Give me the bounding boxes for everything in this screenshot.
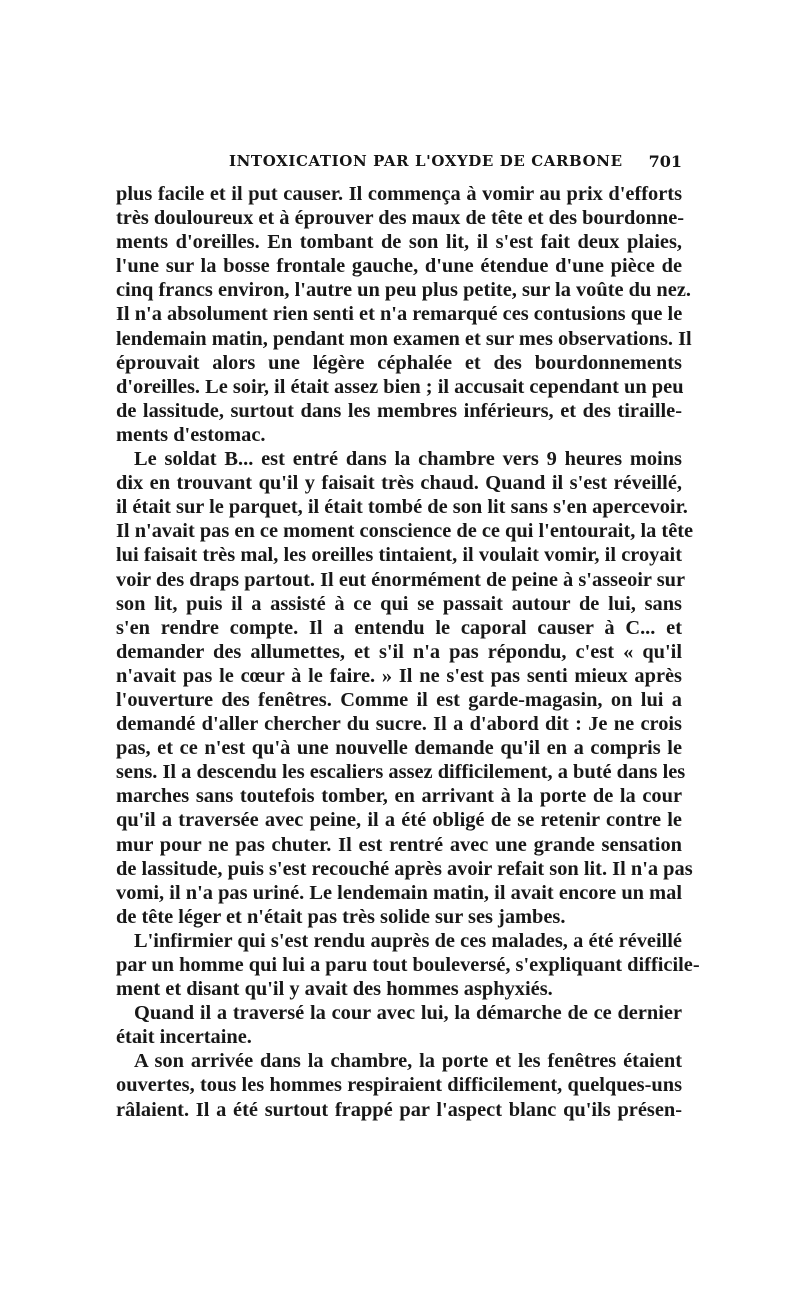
text-line: était incertaine. — [116, 1026, 252, 1049]
text-line: ment et disant qu'il y avait des hommes asphyxiés. — [116, 978, 553, 1001]
paragraph — [116, 447, 694, 929]
page-number: 701 — [648, 152, 682, 171]
text-line: Il n'avait pas en ce moment conscience de ce qui l'entourait, la tête — [116, 520, 694, 543]
text-line: lendemain matin, pendant mon examen et sur mes observations. Il — [116, 327, 692, 350]
text-line: s'en rendre compte. Il a entendu le caporal causer à C... et — [116, 616, 682, 639]
text-line: marches sans toutefois tomber, en arrivant à la porte de la cour — [116, 785, 682, 808]
text-line: par un homme qui lui a paru tout bouleversé, s'expliquant difficile- — [116, 954, 700, 976]
text-line: dix en trouvant qu'il y faisait très chaud. Quand il s'est réveillé, — [116, 472, 682, 495]
text-line: d'oreilles. Le soir, il était assez bien ; il accusait cependant un peu — [116, 375, 684, 398]
text-line: ments d'oreilles. En tombant de son lit, il s'est fait deux plaies, — [116, 231, 682, 254]
text-line: ouvertes, tous les hommes respiraient difficilement, quelques-uns — [116, 1074, 682, 1097]
text-line: demandé d'aller chercher du sucre. Il a d'abord dit : Je ne crois — [116, 713, 682, 736]
text-line: demander des allumettes, et s'il n'a pas répondu, c'est « qu'il — [116, 640, 682, 663]
text-line: qu'il a traversée avec peine, il a été obligé de se retenir contre le — [116, 809, 682, 832]
text-line: ments d'estomac. — [116, 423, 266, 446]
text-line: il était sur le parquet, il était tombé de son lit sans s'en apercevoir. — [116, 496, 688, 519]
text-line: Quand il a traversé la cour avec lui, la démarche de ce dernier — [134, 1002, 682, 1025]
text-line: mur pour ne pas chuter. Il est rentré avec une grande sensation — [116, 833, 682, 856]
text-line: vomi, il n'a pas uriné. Le lendemain matin, il avait encore un mal — [116, 881, 682, 904]
text-line: de lassitude, surtout dans les membres inférieurs, et des tiraille- — [116, 399, 682, 422]
text-line: pas, et ce n'est qu'à une nouvelle demande qu'il en a compris le — [116, 737, 682, 760]
text-line: son lit, puis il a assisté à ce qui se passait autour de lui, sans — [116, 592, 682, 615]
text-line: voir des draps partout. Il eut énormément de peine à s'asseoir sur — [116, 568, 686, 591]
text-line: très douloureux et à éprouver des maux de tête et des bourdonne- — [116, 207, 685, 230]
paragraph — [116, 1049, 682, 1121]
paragraph — [116, 182, 692, 447]
running-head — [116, 150, 682, 174]
text-line: Il n'a absolument rien senti et n'a remarqué ces contusions que le — [116, 303, 683, 326]
paragraph — [116, 1001, 682, 1049]
text-line: de tête léger et n'était pas très solide sur ses jambes. — [116, 905, 566, 928]
text-line: l'ouverture des fenêtres. Comme il est garde-magasin, on lui a — [116, 688, 682, 711]
text-line: sens. Il a descendu les escaliers assez difficilement, a buté dans les — [116, 761, 686, 784]
text-line: l'une sur la bosse frontale gauche, d'une étendue d'une pièce de — [116, 255, 682, 278]
body-text — [116, 182, 700, 1122]
running-title: INTOXICATION PAR L'OXYDE DE CARBONE — [229, 152, 623, 170]
text-line: lui faisait très mal, les oreilles tintaient, il voulait vomir, il croyait — [116, 544, 682, 567]
text-line: cinq francs environ, l'autre un peu plus petite, sur la voûte du nez. — [116, 279, 691, 302]
paragraph — [116, 929, 700, 1001]
text-line: râlaient. Il a été surtout frappé par l'aspect blanc qu'ils présen- — [116, 1098, 682, 1121]
text-line: plus facile et il put causer. Il commença à vomir au prix d'efforts — [116, 183, 682, 205]
text-line: de lassitude, puis s'est recouché après avoir refait son lit. Il n'a pas — [116, 857, 693, 880]
text-line: Le soldat B... est entré dans la chambre vers 9 heures moins — [134, 448, 682, 471]
text-line: n'avait pas le cœur à le faire. » Il ne s'est pas senti mieux après — [116, 664, 682, 687]
text-line: L'infirmier qui s'est rendu auprès de ces malades, a été réveillé — [134, 929, 682, 952]
text-line: A son arrivée dans la chambre, la porte et les fenêtres étaient — [134, 1050, 682, 1073]
text-line: éprouvait alors une légère céphalée et des bourdonnements — [116, 351, 682, 374]
